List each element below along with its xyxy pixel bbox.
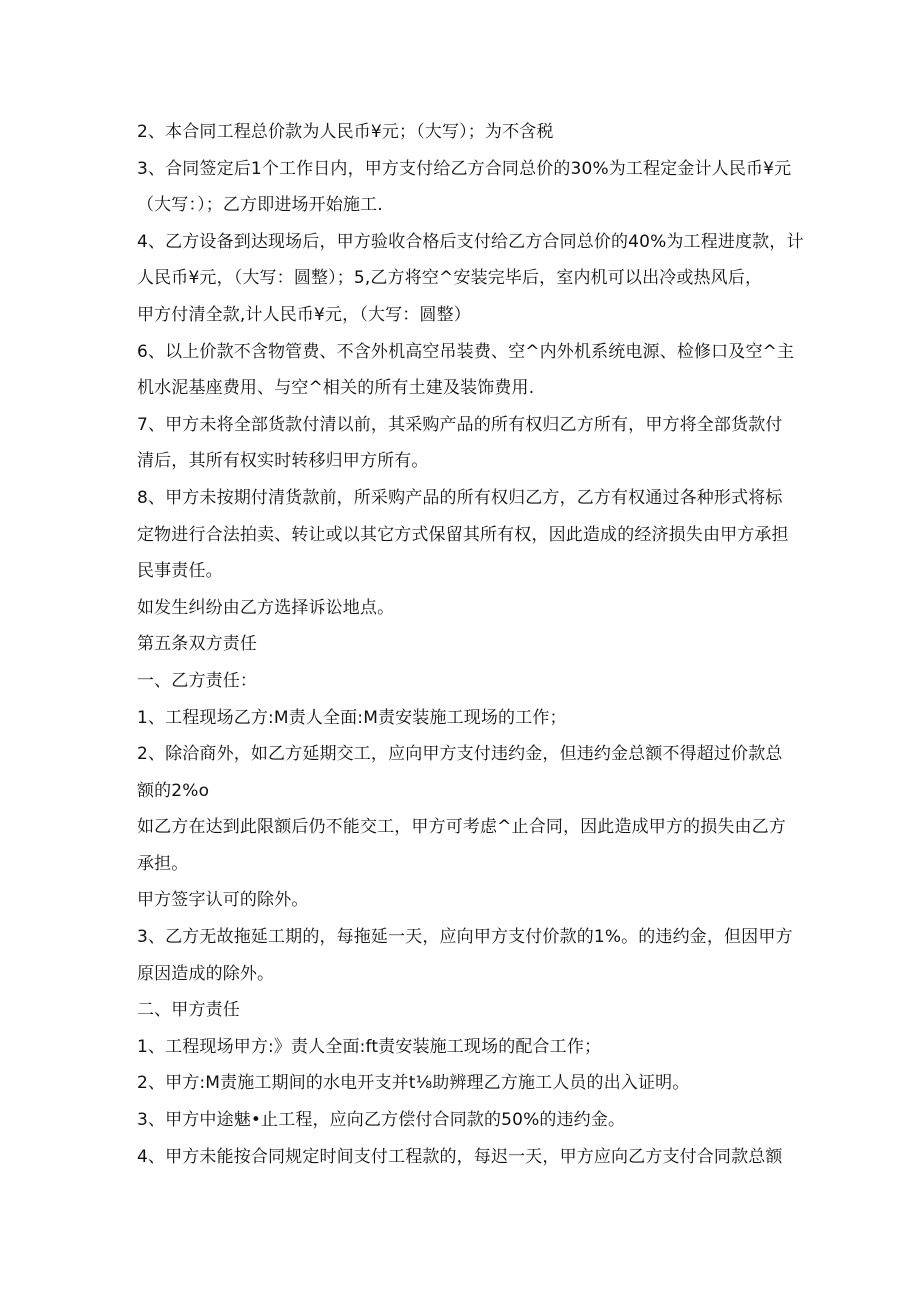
text-line: 2、本合同工程总价款为人民币¥元；（大写）；为不含税 (137, 122, 554, 142)
text-line: 甲方签字认可的除外。 (137, 890, 309, 911)
text-line: 承担。 (137, 853, 189, 874)
text-line: 原因造成的除外。 (137, 963, 275, 984)
text-line: 7、甲方未将全部货款付清以前，其采购产品的所有权归乙方所有，甲方将全部货款付 (137, 414, 783, 435)
document-body (137, 114, 804, 1175)
subsection-heading: 二、甲方责任 (137, 1000, 240, 1021)
text-line: 6、以上价款不含物管费、不含外机高空吊装费、空^内外机系统电源、检修口及空^主 (137, 341, 795, 362)
text-line: 3、合同签定后1个工作日内，甲方支付给乙方合同总价的30%为工程定金计人民币¥元 (137, 158, 792, 179)
text-line: 甲方付清全款,计人民币¥元，（大写：圆整） (137, 304, 471, 325)
text-line: 清后，其所有权实时转移归甲方所有。 (137, 451, 429, 472)
text-line: 1、工程现场乙方:M责人全面:M责安装施工现场的工作； (137, 707, 567, 728)
text-line: 4、乙方设备到达现场后，甲方验收合格后支付给乙方合同总价的40%为工程进度款，计 (137, 231, 804, 252)
text-line: 2、甲方:M责施工期间的水电开支并t⅛助辨理乙方施工人员的出入证明。 (137, 1073, 690, 1094)
text-line: 3、甲方中途魅•止工程，应向乙方偿付合同款的50%的违约金。 (137, 1110, 626, 1131)
text-line: 2、除洽商外，如乙方延期交工，应向甲方支付违约金，但违约金总额不得超过价款总 (137, 744, 783, 765)
text-line: （大写：）；乙方即进场开始施工. (137, 195, 383, 216)
text-line: 3、乙方无故拖延工期的，每拖延一天，应向甲方支付价款的1%。的违约金，但因甲方 (137, 927, 793, 948)
text-line: 额的2%o (137, 780, 210, 801)
text-line: 1、工程现场甲方:》责人全面:ft责安装施工现场的配合工作； (137, 1036, 602, 1057)
subsection-heading: 一、乙方责任： (137, 670, 258, 691)
text-line: 8、甲方未按期付清货款前，所采购产品的所有权归乙方，乙方有权通过各种形式将标 (137, 487, 783, 508)
text-line: 机水泥基座费用、与空^相关的所有土建及装饰费用. (137, 378, 535, 399)
text-line: 4、甲方未能按合同规定时间支付工程款的，每迟一天，甲方应向乙方支付合同款总额 (137, 1146, 783, 1167)
text-line: 如发生纠纷由乙方选择诉讼地点。 (137, 597, 395, 618)
text-line: 人民币¥元，（大写：圆整）；5,乙方将空^安装完毕后，室内机可以出冷或热风后， (137, 268, 763, 289)
text-line: 如乙方在达到此限额后仍不能交工，甲方可考虑^止合同，因此造成甲方的损失由乙方 (137, 817, 786, 838)
section-heading: 第五条双方责任 (137, 634, 258, 655)
text-line: 定物进行合法拍卖、转让或以其它方式保留其所有权，因此造成的经济损失由甲方承担 (137, 524, 789, 545)
text-line: 民事责任。 (137, 561, 223, 582)
